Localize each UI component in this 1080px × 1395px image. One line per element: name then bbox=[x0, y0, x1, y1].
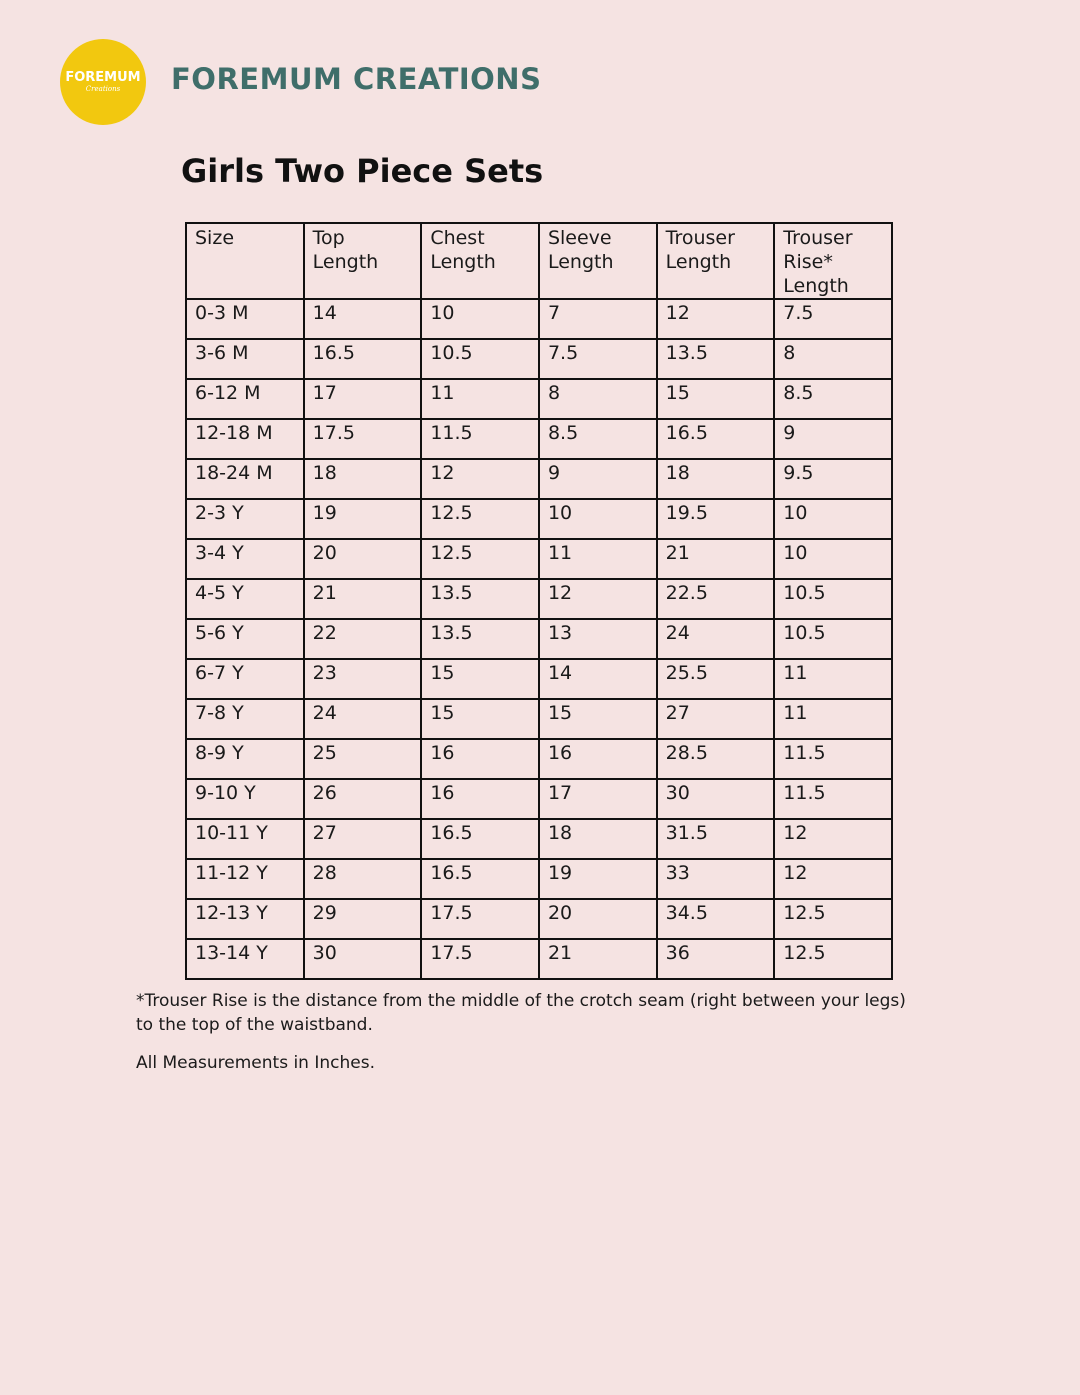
measurement-cell: 12 bbox=[539, 579, 657, 619]
measurement-cell: 31.5 bbox=[657, 819, 775, 859]
measurement-cell: 23 bbox=[304, 659, 422, 699]
size-chart-table bbox=[185, 222, 893, 980]
measurement-cell: 18 bbox=[657, 459, 775, 499]
measurement-cell: 7 bbox=[539, 299, 657, 339]
table-row bbox=[186, 619, 892, 659]
table-row bbox=[186, 819, 892, 859]
measurement-cell: 12 bbox=[421, 459, 539, 499]
table-row bbox=[186, 459, 892, 499]
brand-name: FOREMUM CREATIONS bbox=[171, 62, 542, 96]
table-row bbox=[186, 659, 892, 699]
table-header-row bbox=[186, 223, 892, 299]
measurement-cell: 8.5 bbox=[774, 379, 892, 419]
measurement-cell: 10.5 bbox=[421, 339, 539, 379]
measurement-cell: 9 bbox=[539, 459, 657, 499]
measurement-cell: 22 bbox=[304, 619, 422, 659]
measurement-cell: 10 bbox=[539, 499, 657, 539]
measurement-cell: 16.5 bbox=[657, 419, 775, 459]
size-cell: 12-18 M bbox=[186, 419, 304, 459]
size-cell: 4-5 Y bbox=[186, 579, 304, 619]
page-title: Girls Two Piece Sets bbox=[181, 152, 544, 190]
measurement-cell: 30 bbox=[304, 939, 422, 979]
measurement-cell: 13.5 bbox=[421, 579, 539, 619]
measurement-cell: 13.5 bbox=[421, 619, 539, 659]
table-row bbox=[186, 779, 892, 819]
column-header: Top Length bbox=[304, 223, 422, 299]
measurement-cell: 22.5 bbox=[657, 579, 775, 619]
measurement-cell: 27 bbox=[657, 699, 775, 739]
measurement-cell: 8 bbox=[539, 379, 657, 419]
measurement-cell: 16.5 bbox=[421, 819, 539, 859]
size-cell: 10-11 Y bbox=[186, 819, 304, 859]
measurement-cell: 15 bbox=[421, 659, 539, 699]
measurement-cell: 28.5 bbox=[657, 739, 775, 779]
table-row bbox=[186, 419, 892, 459]
measurement-cell: 16 bbox=[421, 779, 539, 819]
column-header: Size bbox=[186, 223, 304, 299]
measurement-cell: 12.5 bbox=[774, 939, 892, 979]
measurement-cell: 34.5 bbox=[657, 899, 775, 939]
measurement-cell: 10 bbox=[421, 299, 539, 339]
measurement-cell: 13 bbox=[539, 619, 657, 659]
table-row bbox=[186, 739, 892, 779]
measurement-cell: 17 bbox=[539, 779, 657, 819]
measurement-cell: 10.5 bbox=[774, 619, 892, 659]
size-cell: 13-14 Y bbox=[186, 939, 304, 979]
trouser-rise-footnote: *Trouser Rise is the distance from the middle of the crotch seam (right between your legs) to the top of the waistband. bbox=[136, 991, 906, 1035]
measurement-cell: 21 bbox=[304, 579, 422, 619]
size-cell: 7-8 Y bbox=[186, 699, 304, 739]
size-cell: 3-4 Y bbox=[186, 539, 304, 579]
measurement-cell: 21 bbox=[539, 939, 657, 979]
measurement-cell: 28 bbox=[304, 859, 422, 899]
measurement-cell: 12 bbox=[774, 819, 892, 859]
measurement-cell: 10.5 bbox=[774, 579, 892, 619]
measurement-cell: 9.5 bbox=[774, 459, 892, 499]
column-header: Chest Length bbox=[421, 223, 539, 299]
measurement-cell: 9 bbox=[774, 419, 892, 459]
measurement-cell: 12.5 bbox=[774, 899, 892, 939]
size-cell: 12-13 Y bbox=[186, 899, 304, 939]
size-cell: 8-9 Y bbox=[186, 739, 304, 779]
measurement-cell: 13.5 bbox=[657, 339, 775, 379]
measurement-cell: 12.5 bbox=[421, 499, 539, 539]
table-row bbox=[186, 299, 892, 339]
size-cell: 9-10 Y bbox=[186, 779, 304, 819]
measurement-cell: 11.5 bbox=[774, 739, 892, 779]
table-row bbox=[186, 499, 892, 539]
measurement-cell: 24 bbox=[304, 699, 422, 739]
measurement-cell: 18 bbox=[304, 459, 422, 499]
measurement-cell: 14 bbox=[304, 299, 422, 339]
measurement-cell: 11.5 bbox=[774, 779, 892, 819]
measurement-cell: 17.5 bbox=[421, 939, 539, 979]
column-header: Trouser Length bbox=[657, 223, 775, 299]
measurement-cell: 10 bbox=[774, 499, 892, 539]
table-row bbox=[186, 379, 892, 419]
size-cell: 6-12 M bbox=[186, 379, 304, 419]
size-cell: 2-3 Y bbox=[186, 499, 304, 539]
table-row bbox=[186, 579, 892, 619]
measurement-cell: 20 bbox=[539, 899, 657, 939]
table-row bbox=[186, 899, 892, 939]
measurement-cell: 25.5 bbox=[657, 659, 775, 699]
logo-text: FOREMUM bbox=[65, 70, 141, 85]
measurement-cell: 15 bbox=[539, 699, 657, 739]
measurement-cell: 33 bbox=[657, 859, 775, 899]
measurement-cell: 12 bbox=[657, 299, 775, 339]
measurement-cell: 8.5 bbox=[539, 419, 657, 459]
logo-subtext: Creations bbox=[85, 85, 121, 93]
size-cell: 0-3 M bbox=[186, 299, 304, 339]
table-row bbox=[186, 539, 892, 579]
measurement-cell: 11 bbox=[421, 379, 539, 419]
measurement-cell: 16.5 bbox=[304, 339, 422, 379]
measurement-cell: 18 bbox=[539, 819, 657, 859]
size-cell: 11-12 Y bbox=[186, 859, 304, 899]
measurement-cell: 25 bbox=[304, 739, 422, 779]
measurement-cell: 20 bbox=[304, 539, 422, 579]
measurement-cell: 10 bbox=[774, 539, 892, 579]
table-row bbox=[186, 859, 892, 899]
measurement-cell: 11.5 bbox=[421, 419, 539, 459]
table-body bbox=[186, 299, 892, 979]
measurement-cell: 16 bbox=[421, 739, 539, 779]
units-note: All Measurements in Inches. bbox=[136, 1053, 375, 1073]
measurement-cell: 24 bbox=[657, 619, 775, 659]
measurement-cell: 17.5 bbox=[421, 899, 539, 939]
measurement-cell: 15 bbox=[657, 379, 775, 419]
measurement-cell: 29 bbox=[304, 899, 422, 939]
measurement-cell: 19 bbox=[539, 859, 657, 899]
measurement-cell: 19 bbox=[304, 499, 422, 539]
measurement-cell: 11 bbox=[774, 659, 892, 699]
size-cell: 3-6 M bbox=[186, 339, 304, 379]
table-row bbox=[186, 339, 892, 379]
measurement-cell: 30 bbox=[657, 779, 775, 819]
brand-logo bbox=[60, 39, 146, 125]
measurement-cell: 12 bbox=[774, 859, 892, 899]
table-row bbox=[186, 699, 892, 739]
measurement-cell: 17.5 bbox=[304, 419, 422, 459]
table-row bbox=[186, 939, 892, 979]
size-cell: 5-6 Y bbox=[186, 619, 304, 659]
measurement-cell: 19.5 bbox=[657, 499, 775, 539]
measurement-cell: 21 bbox=[657, 539, 775, 579]
measurement-cell: 8 bbox=[774, 339, 892, 379]
measurement-cell: 7.5 bbox=[539, 339, 657, 379]
measurement-cell: 14 bbox=[539, 659, 657, 699]
column-header: Sleeve Length bbox=[539, 223, 657, 299]
size-cell: 18-24 M bbox=[186, 459, 304, 499]
measurement-cell: 16 bbox=[539, 739, 657, 779]
measurement-cell: 11 bbox=[774, 699, 892, 739]
measurement-cell: 12.5 bbox=[421, 539, 539, 579]
measurement-cell: 26 bbox=[304, 779, 422, 819]
column-header: Trouser Rise* Length bbox=[774, 223, 892, 299]
measurement-cell: 15 bbox=[421, 699, 539, 739]
size-cell: 6-7 Y bbox=[186, 659, 304, 699]
measurement-cell: 16.5 bbox=[421, 859, 539, 899]
measurement-cell: 36 bbox=[657, 939, 775, 979]
measurement-cell: 7.5 bbox=[774, 299, 892, 339]
measurement-cell: 17 bbox=[304, 379, 422, 419]
measurement-cell: 27 bbox=[304, 819, 422, 859]
measurement-cell: 11 bbox=[539, 539, 657, 579]
